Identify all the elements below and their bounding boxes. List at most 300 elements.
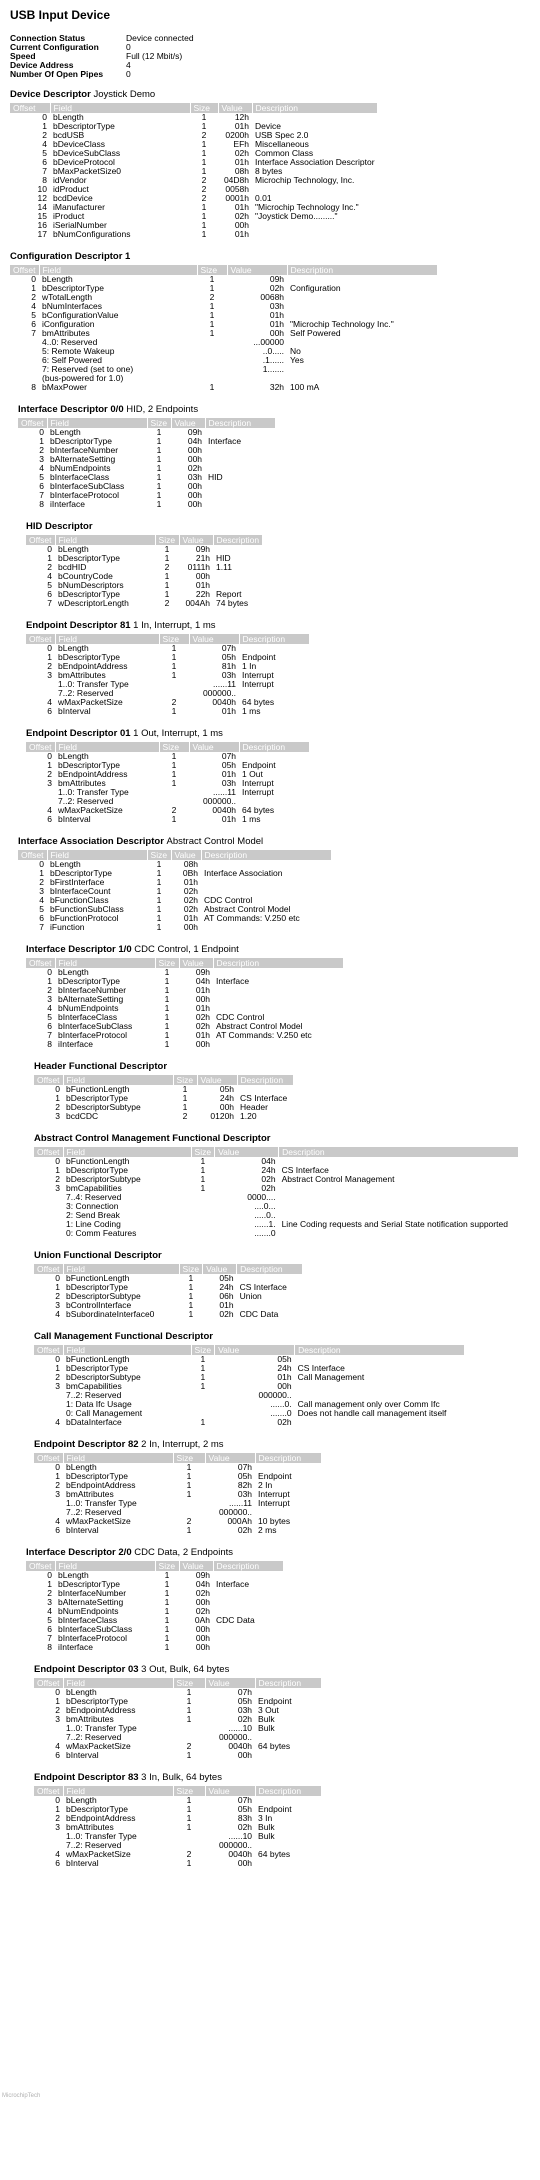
field-cell: bmCapabilities xyxy=(66,1183,122,1193)
status-row-current-configuration xyxy=(10,43,540,52)
description-cell: 0.01 xyxy=(255,193,272,203)
column-header-field: Field xyxy=(47,418,147,428)
size-cell: 1 xyxy=(186,1795,192,1805)
description-cell xyxy=(213,1643,283,1652)
value-cell: 01h xyxy=(195,985,211,995)
section-subtitle: 1 In, Interrupt, 1 ms xyxy=(133,620,216,631)
section-subtitle: Joystick Demo xyxy=(93,89,156,100)
column-header-description: Description xyxy=(279,1147,519,1157)
field-cell: 7..2: Reserved xyxy=(66,1507,122,1517)
field-cell: bmAttributes xyxy=(66,1489,114,1499)
description-cell: Microchip Technology, Inc. xyxy=(255,175,355,185)
offset-cell: 5 xyxy=(47,1615,53,1625)
description-cell: 1 In xyxy=(242,661,257,671)
description-cell: Does not handle call management itself xyxy=(297,1408,447,1418)
offset-cell: 0 xyxy=(39,427,45,437)
column-header-value: Value xyxy=(179,958,213,968)
table-header-row xyxy=(10,265,437,275)
value-cell: .....0.. xyxy=(254,1210,276,1220)
value-cell: ......0. xyxy=(270,1399,292,1409)
size-cell: 1 xyxy=(209,319,215,329)
field-cell: 7..2: Reserved xyxy=(66,1732,122,1742)
field-cell: 1..0: Transfer Type xyxy=(58,679,129,689)
description-cell: HID xyxy=(216,553,231,563)
description-cell xyxy=(295,1382,465,1391)
description-cell xyxy=(213,1589,283,1598)
section-subtitle: Abstract Control Model xyxy=(166,836,264,847)
size-cell: 1 xyxy=(182,1093,188,1103)
status-row-number-of-open-pipes xyxy=(10,70,540,79)
offset-cell: 1 xyxy=(47,1579,53,1589)
description-cell: Yes xyxy=(290,355,304,365)
field-cell: bCountryCode xyxy=(58,571,113,581)
offset-cell: 7 xyxy=(39,490,45,500)
offset-cell: 6 xyxy=(47,1021,53,1031)
size-cell xyxy=(191,1400,215,1409)
section-title-text: Endpoint Descriptor 81 xyxy=(26,620,131,631)
description-cell: Miscellaneous xyxy=(255,139,309,149)
value-cell: 02h xyxy=(195,1012,211,1022)
value-cell: 07h xyxy=(237,1462,253,1472)
field-cell: bInterval xyxy=(58,706,91,716)
size-cell xyxy=(197,365,227,374)
size-cell: 1 xyxy=(156,895,162,905)
value-cell: 04h xyxy=(187,436,203,446)
description-cell: 2 In xyxy=(258,1480,273,1490)
offset-cell: 4 xyxy=(39,895,45,905)
offset-cell: 2 xyxy=(55,1174,61,1184)
size-cell: 1 xyxy=(156,868,162,878)
section-subtitle: 3 In, Bulk, 64 bytes xyxy=(141,1772,222,1783)
size-cell: 1 xyxy=(200,1156,206,1166)
offset-cell xyxy=(34,1229,63,1238)
field-cell: bLength xyxy=(50,859,81,869)
column-header-field: Field xyxy=(55,958,155,968)
field-cell: bDescriptorType xyxy=(42,283,104,293)
description-cell: Interface Association xyxy=(204,868,283,878)
field-cell: bFunctionClass xyxy=(50,895,109,905)
value-cell: 02h xyxy=(237,1525,253,1535)
offset-cell: 6 xyxy=(39,481,45,491)
offset-cell: 0 xyxy=(55,1462,61,1472)
descriptor-table xyxy=(26,958,344,1049)
field-cell: bDescriptorType xyxy=(58,976,120,986)
value-cell: 24h xyxy=(219,1093,235,1103)
status-row-speed xyxy=(10,52,540,61)
field-cell: bDescriptorSubtype xyxy=(66,1174,141,1184)
column-header-offset: Offset xyxy=(10,103,50,113)
field-cell: iInterface xyxy=(50,499,85,509)
size-cell: 1 xyxy=(164,1633,170,1643)
field-cell: iSerialNumber xyxy=(53,220,107,230)
section-title-text: Call Management Functional Descriptor xyxy=(34,1331,213,1342)
field-cell: bLength xyxy=(58,643,89,653)
table-row xyxy=(34,1526,321,1535)
field-cell: iManufacturer xyxy=(53,202,105,212)
value-cell: 01h xyxy=(269,319,285,329)
description-cell: Abstract Control Management xyxy=(281,1174,395,1184)
size-cell: 1 xyxy=(171,706,177,716)
value-cell: 02h xyxy=(183,904,199,914)
column-header-description: Description xyxy=(237,1075,293,1085)
value-cell: 01h xyxy=(221,706,237,716)
description-cell xyxy=(287,338,437,347)
value-cell: 05h xyxy=(277,1354,292,1364)
offset-cell: 0 xyxy=(47,751,53,761)
column-header-size: Size xyxy=(155,1561,179,1571)
value-cell: 03h xyxy=(269,301,285,311)
description-cell: 10 bytes xyxy=(258,1516,291,1526)
value-cell: 00h xyxy=(234,220,249,230)
size-cell: 1 xyxy=(156,427,162,437)
size-cell: 1 xyxy=(186,1525,192,1535)
connection-status-panel xyxy=(10,34,540,79)
field-cell: bmAttributes xyxy=(66,1822,114,1832)
description-cell: Bulk xyxy=(258,1714,275,1724)
offset-cell: 8 xyxy=(47,1642,53,1652)
value-cell: 00h xyxy=(269,328,285,338)
column-header-field: Field xyxy=(50,103,190,113)
descriptor-section-endpoint-descriptor-81 xyxy=(26,620,540,716)
value-cell: 0200h xyxy=(225,130,249,140)
offset-cell xyxy=(34,1211,63,1220)
offset-cell: 1 xyxy=(31,283,37,293)
description-cell: USB Spec 2.0 xyxy=(255,130,309,140)
size-cell xyxy=(197,347,227,356)
offset-cell xyxy=(10,338,39,347)
offset-cell: 5 xyxy=(39,904,45,914)
field-cell: 6: Self Powered xyxy=(42,355,103,365)
column-header-value: Value xyxy=(197,1075,237,1085)
field-cell: idProduct xyxy=(53,184,89,194)
field-cell: bInterval xyxy=(66,1525,99,1535)
field-cell: 1..0: Transfer Type xyxy=(66,1498,137,1508)
value-cell: 00h xyxy=(195,994,211,1004)
field-cell: bAlternateSetting xyxy=(58,994,124,1004)
value-cell: 03h xyxy=(237,1705,253,1715)
field-cell: bLength xyxy=(53,112,84,122)
value-cell: 01h xyxy=(234,202,249,212)
field-cell: iInterface xyxy=(58,1642,93,1652)
size-cell: 1 xyxy=(164,1624,170,1634)
size-cell xyxy=(191,1229,215,1238)
descriptor-table xyxy=(34,1147,519,1238)
offset-cell: 7 xyxy=(31,328,37,338)
offset-cell: 6 xyxy=(47,589,53,599)
descriptor-table xyxy=(18,418,276,509)
column-header-description: Description xyxy=(237,1264,303,1274)
size-cell: 1 xyxy=(186,1480,192,1490)
value-cell: 09h xyxy=(195,1570,211,1580)
field-cell: bNumConfigurations xyxy=(53,229,131,239)
column-header-value: Value xyxy=(189,634,239,644)
column-header-size: Size xyxy=(173,1075,197,1085)
descriptor-section-endpoint-descriptor-01 xyxy=(26,728,540,824)
offset-cell xyxy=(34,1724,63,1733)
value-cell: 000000.. xyxy=(202,796,237,806)
size-cell: 1 xyxy=(164,976,170,986)
section-title-text: Configuration Descriptor 1 xyxy=(10,251,131,262)
field-cell: bDeviceProtocol xyxy=(53,157,115,167)
size-cell: 1 xyxy=(156,436,162,446)
offset-cell xyxy=(10,356,39,365)
descriptor-sections xyxy=(10,89,540,1868)
section-subtitle: 1 Out, Interrupt, 1 ms xyxy=(133,728,223,739)
size-cell: 1 xyxy=(164,1642,170,1652)
size-cell: 1 xyxy=(156,481,162,491)
description-cell: Call management only over Comm Ifc xyxy=(297,1399,440,1409)
field-cell: bInterfaceCount xyxy=(50,886,111,896)
offset-cell: 8 xyxy=(42,175,47,185)
column-header-value: Value xyxy=(215,1345,295,1355)
size-cell: 1 xyxy=(164,1570,170,1580)
value-cell: ......11 xyxy=(213,787,237,797)
offset-cell: 1 xyxy=(55,1363,61,1373)
offset-cell: 4 xyxy=(42,139,47,149)
size-cell: 2 xyxy=(201,193,207,203)
value-cell: 01h xyxy=(234,121,249,131)
column-header-value: Value xyxy=(227,265,287,275)
offset-cell xyxy=(26,680,55,689)
offset-cell: 0 xyxy=(55,1354,61,1364)
value-cell: 02h xyxy=(219,1309,234,1319)
offset-cell: 3 xyxy=(55,1489,61,1499)
field-cell: iProduct xyxy=(53,211,85,221)
value-cell: 02h xyxy=(261,1183,276,1193)
field-cell: bDescriptorType xyxy=(66,1804,128,1814)
description-cell: Interface xyxy=(208,436,242,446)
value-cell: 02h xyxy=(183,886,199,896)
offset-cell: 4 xyxy=(55,1741,61,1751)
size-cell xyxy=(191,1211,215,1220)
description-cell: Union xyxy=(239,1291,262,1301)
field-cell: bEndpointAddress xyxy=(66,1813,136,1823)
size-cell: 1 xyxy=(171,661,177,671)
description-cell: CDC Data xyxy=(239,1309,279,1319)
column-header-field: Field xyxy=(63,1453,173,1463)
column-header-value: Value xyxy=(189,742,239,752)
size-cell: 1 xyxy=(201,166,207,176)
offset-cell: 0 xyxy=(47,1570,53,1580)
section-title xyxy=(34,1061,540,1072)
offset-cell: 0 xyxy=(39,859,45,869)
size-cell: 1 xyxy=(200,1417,206,1427)
value-cell: 08h xyxy=(234,166,249,176)
size-cell: 1 xyxy=(156,445,162,455)
size-cell: 1 xyxy=(171,760,177,770)
size-cell: 1 xyxy=(188,1273,194,1283)
offset-cell: 0 xyxy=(47,967,53,977)
value-cell: ...00000 xyxy=(253,337,285,347)
size-cell: 1 xyxy=(186,1696,192,1706)
column-header-offset: Offset xyxy=(10,265,39,275)
descriptor-section-configuration-descriptor-1 xyxy=(10,251,540,392)
field-cell: bDescriptorSubtype xyxy=(66,1102,141,1112)
value-cell: 09h xyxy=(195,544,211,554)
offset-cell xyxy=(34,1220,63,1229)
field-cell: bDeviceClass xyxy=(53,139,105,149)
value-cell: 02h xyxy=(195,1021,211,1031)
column-header-size: Size xyxy=(159,634,189,644)
value-cell: 02h xyxy=(234,211,249,221)
offset-cell: 3 xyxy=(39,886,45,896)
offset-cell: 4 xyxy=(47,1003,53,1013)
description-cell: Endpoint xyxy=(258,1804,292,1814)
field-cell: bmAttributes xyxy=(42,328,90,338)
field-cell: bEndpointAddress xyxy=(66,1705,136,1715)
descriptor-section-endpoint-descriptor-82 xyxy=(34,1439,540,1535)
description-cell: "Joystick Demo........." xyxy=(255,211,338,221)
size-cell: 1 xyxy=(188,1282,194,1292)
size-cell: 1 xyxy=(186,1804,192,1814)
description-cell: Interrupt xyxy=(242,670,274,680)
descriptor-table xyxy=(34,1264,303,1319)
value-cell: 0040h xyxy=(212,805,237,815)
size-cell: 1 xyxy=(209,283,215,293)
value-cell: 01h xyxy=(221,814,237,824)
size-cell: 1 xyxy=(171,652,177,662)
offset-cell: 5 xyxy=(42,148,47,158)
column-header-field: Field xyxy=(63,1345,191,1355)
size-cell: 1 xyxy=(164,1606,170,1616)
description-cell xyxy=(213,986,343,995)
description-cell: No xyxy=(290,346,301,356)
size-cell: 1 xyxy=(156,454,162,464)
size-cell: 1 xyxy=(209,301,215,311)
offset-cell: 4 xyxy=(55,1417,61,1427)
section-subtitle: CDC Data, 2 Endpoints xyxy=(134,1547,233,1558)
description-cell xyxy=(201,923,331,932)
field-cell: bLength xyxy=(58,1570,89,1580)
size-cell xyxy=(191,1202,215,1211)
field-cell: bNumInterfaces xyxy=(42,301,103,311)
offset-cell: 5 xyxy=(47,1012,53,1022)
value-cell: 24h xyxy=(261,1165,276,1175)
field-cell: bDescriptorType xyxy=(66,1093,128,1103)
column-header-size: Size xyxy=(173,1453,205,1463)
column-header-field: Field xyxy=(63,1075,173,1085)
size-cell: 1 xyxy=(164,1021,170,1031)
size-cell: 1 xyxy=(182,1084,188,1094)
field-cell: bNumEndpoints xyxy=(58,1606,119,1616)
offset-cell: 0 xyxy=(31,274,37,284)
column-header-size: Size xyxy=(147,850,171,860)
value-cell: 00h xyxy=(237,1858,253,1868)
description-cell: 1.20 xyxy=(240,1111,257,1121)
value-cell: 81h xyxy=(221,661,237,671)
value-cell: 0Ah xyxy=(194,1615,211,1625)
offset-cell: 12 xyxy=(37,193,47,203)
field-cell: bFunctionSubClass xyxy=(50,904,124,914)
size-cell: 1 xyxy=(171,670,177,680)
field-cell: bDescriptorType xyxy=(66,1696,128,1706)
field-cell: bInterfaceNumber xyxy=(50,445,119,455)
field-cell: bDescriptorType xyxy=(66,1363,128,1373)
descriptor-table xyxy=(10,265,438,392)
column-header-field: Field xyxy=(63,1786,173,1796)
column-header-offset: Offset xyxy=(18,418,47,428)
description-cell: Interrupt xyxy=(258,1498,290,1508)
value-cell: 004Ah xyxy=(185,598,211,608)
value-cell: 01h xyxy=(195,1030,211,1040)
description-cell: CS Interface xyxy=(281,1165,329,1175)
size-cell: 1 xyxy=(156,913,162,923)
column-header-description: Description xyxy=(213,1561,283,1571)
table-row xyxy=(34,1859,321,1868)
value-cell: 02h xyxy=(237,1714,253,1724)
value-cell: 00h xyxy=(195,1624,211,1634)
value-cell: 00h xyxy=(195,1642,211,1652)
offset-cell: 3 xyxy=(55,1111,61,1121)
field-cell: 7..2: Reserved xyxy=(58,688,114,698)
description-cell: 74 bytes xyxy=(216,598,249,608)
descriptor-section-interface-descriptor-1-0 xyxy=(26,944,540,1049)
size-cell: 1 xyxy=(201,121,207,131)
size-cell: 1 xyxy=(164,1030,170,1040)
description-cell xyxy=(205,491,275,500)
description-cell: Abstract Control Model xyxy=(204,904,291,914)
field-cell: bDescriptorType xyxy=(53,121,115,131)
value-cell: 05h xyxy=(219,1273,234,1283)
value-cell: 00h xyxy=(195,1633,211,1643)
field-cell: bInterfaceClass xyxy=(50,472,110,482)
value-cell: ..0..... xyxy=(262,346,285,356)
size-cell: 1 xyxy=(201,148,207,158)
value-cell: 24h xyxy=(277,1363,292,1373)
offset-cell: 8 xyxy=(39,499,45,509)
description-cell: "Microchip Technology Inc." xyxy=(290,319,394,329)
descriptor-section-endpoint-descriptor-03 xyxy=(34,1664,540,1760)
value-cell: 000000.. xyxy=(218,1840,253,1850)
field-cell: bInterfaceClass xyxy=(58,1615,118,1625)
value-cell: 02h xyxy=(187,463,203,473)
field-cell: bDescriptorType xyxy=(66,1165,128,1175)
size-cell xyxy=(191,1193,215,1202)
column-header-description: Description xyxy=(239,634,309,644)
value-cell: 04h xyxy=(195,976,211,986)
section-title-text: Abstract Control Management Functional Descriptor xyxy=(34,1133,271,1144)
bitfield-row xyxy=(34,1229,519,1238)
description-cell: 2 ms xyxy=(258,1525,277,1535)
column-header-size: Size xyxy=(155,535,179,545)
description-cell: HID xyxy=(208,472,223,482)
value-cell: 04D8h xyxy=(223,175,249,185)
field-cell: bcdHID xyxy=(58,562,87,572)
field-cell: bDescriptorType xyxy=(58,553,120,563)
offset-cell: 0 xyxy=(55,1273,61,1283)
field-cell: iFunction xyxy=(50,922,85,932)
field-cell: bInterfaceNumber xyxy=(58,1588,127,1598)
value-cell: 04h xyxy=(195,1579,211,1589)
descriptor-section-device-descriptor xyxy=(10,89,540,239)
column-header-field: Field xyxy=(55,535,155,545)
column-header-description: Description xyxy=(252,103,378,113)
column-header-field: Field xyxy=(39,265,197,275)
table-row xyxy=(18,923,331,932)
value-cell: 02h xyxy=(195,1606,211,1616)
size-cell: 1 xyxy=(164,994,170,1004)
size-cell: 2 xyxy=(201,130,207,140)
offset-cell: 4 xyxy=(55,1849,61,1859)
column-header-size: Size xyxy=(173,1678,205,1688)
value-cell: 00h xyxy=(187,481,203,491)
field-cell: bLength xyxy=(50,427,81,437)
value-cell: 00h xyxy=(183,922,199,932)
column-header-value: Value xyxy=(218,103,252,113)
value-cell: 03h xyxy=(221,778,237,788)
descriptor-table xyxy=(10,103,378,239)
size-cell: 2 xyxy=(182,1111,188,1121)
